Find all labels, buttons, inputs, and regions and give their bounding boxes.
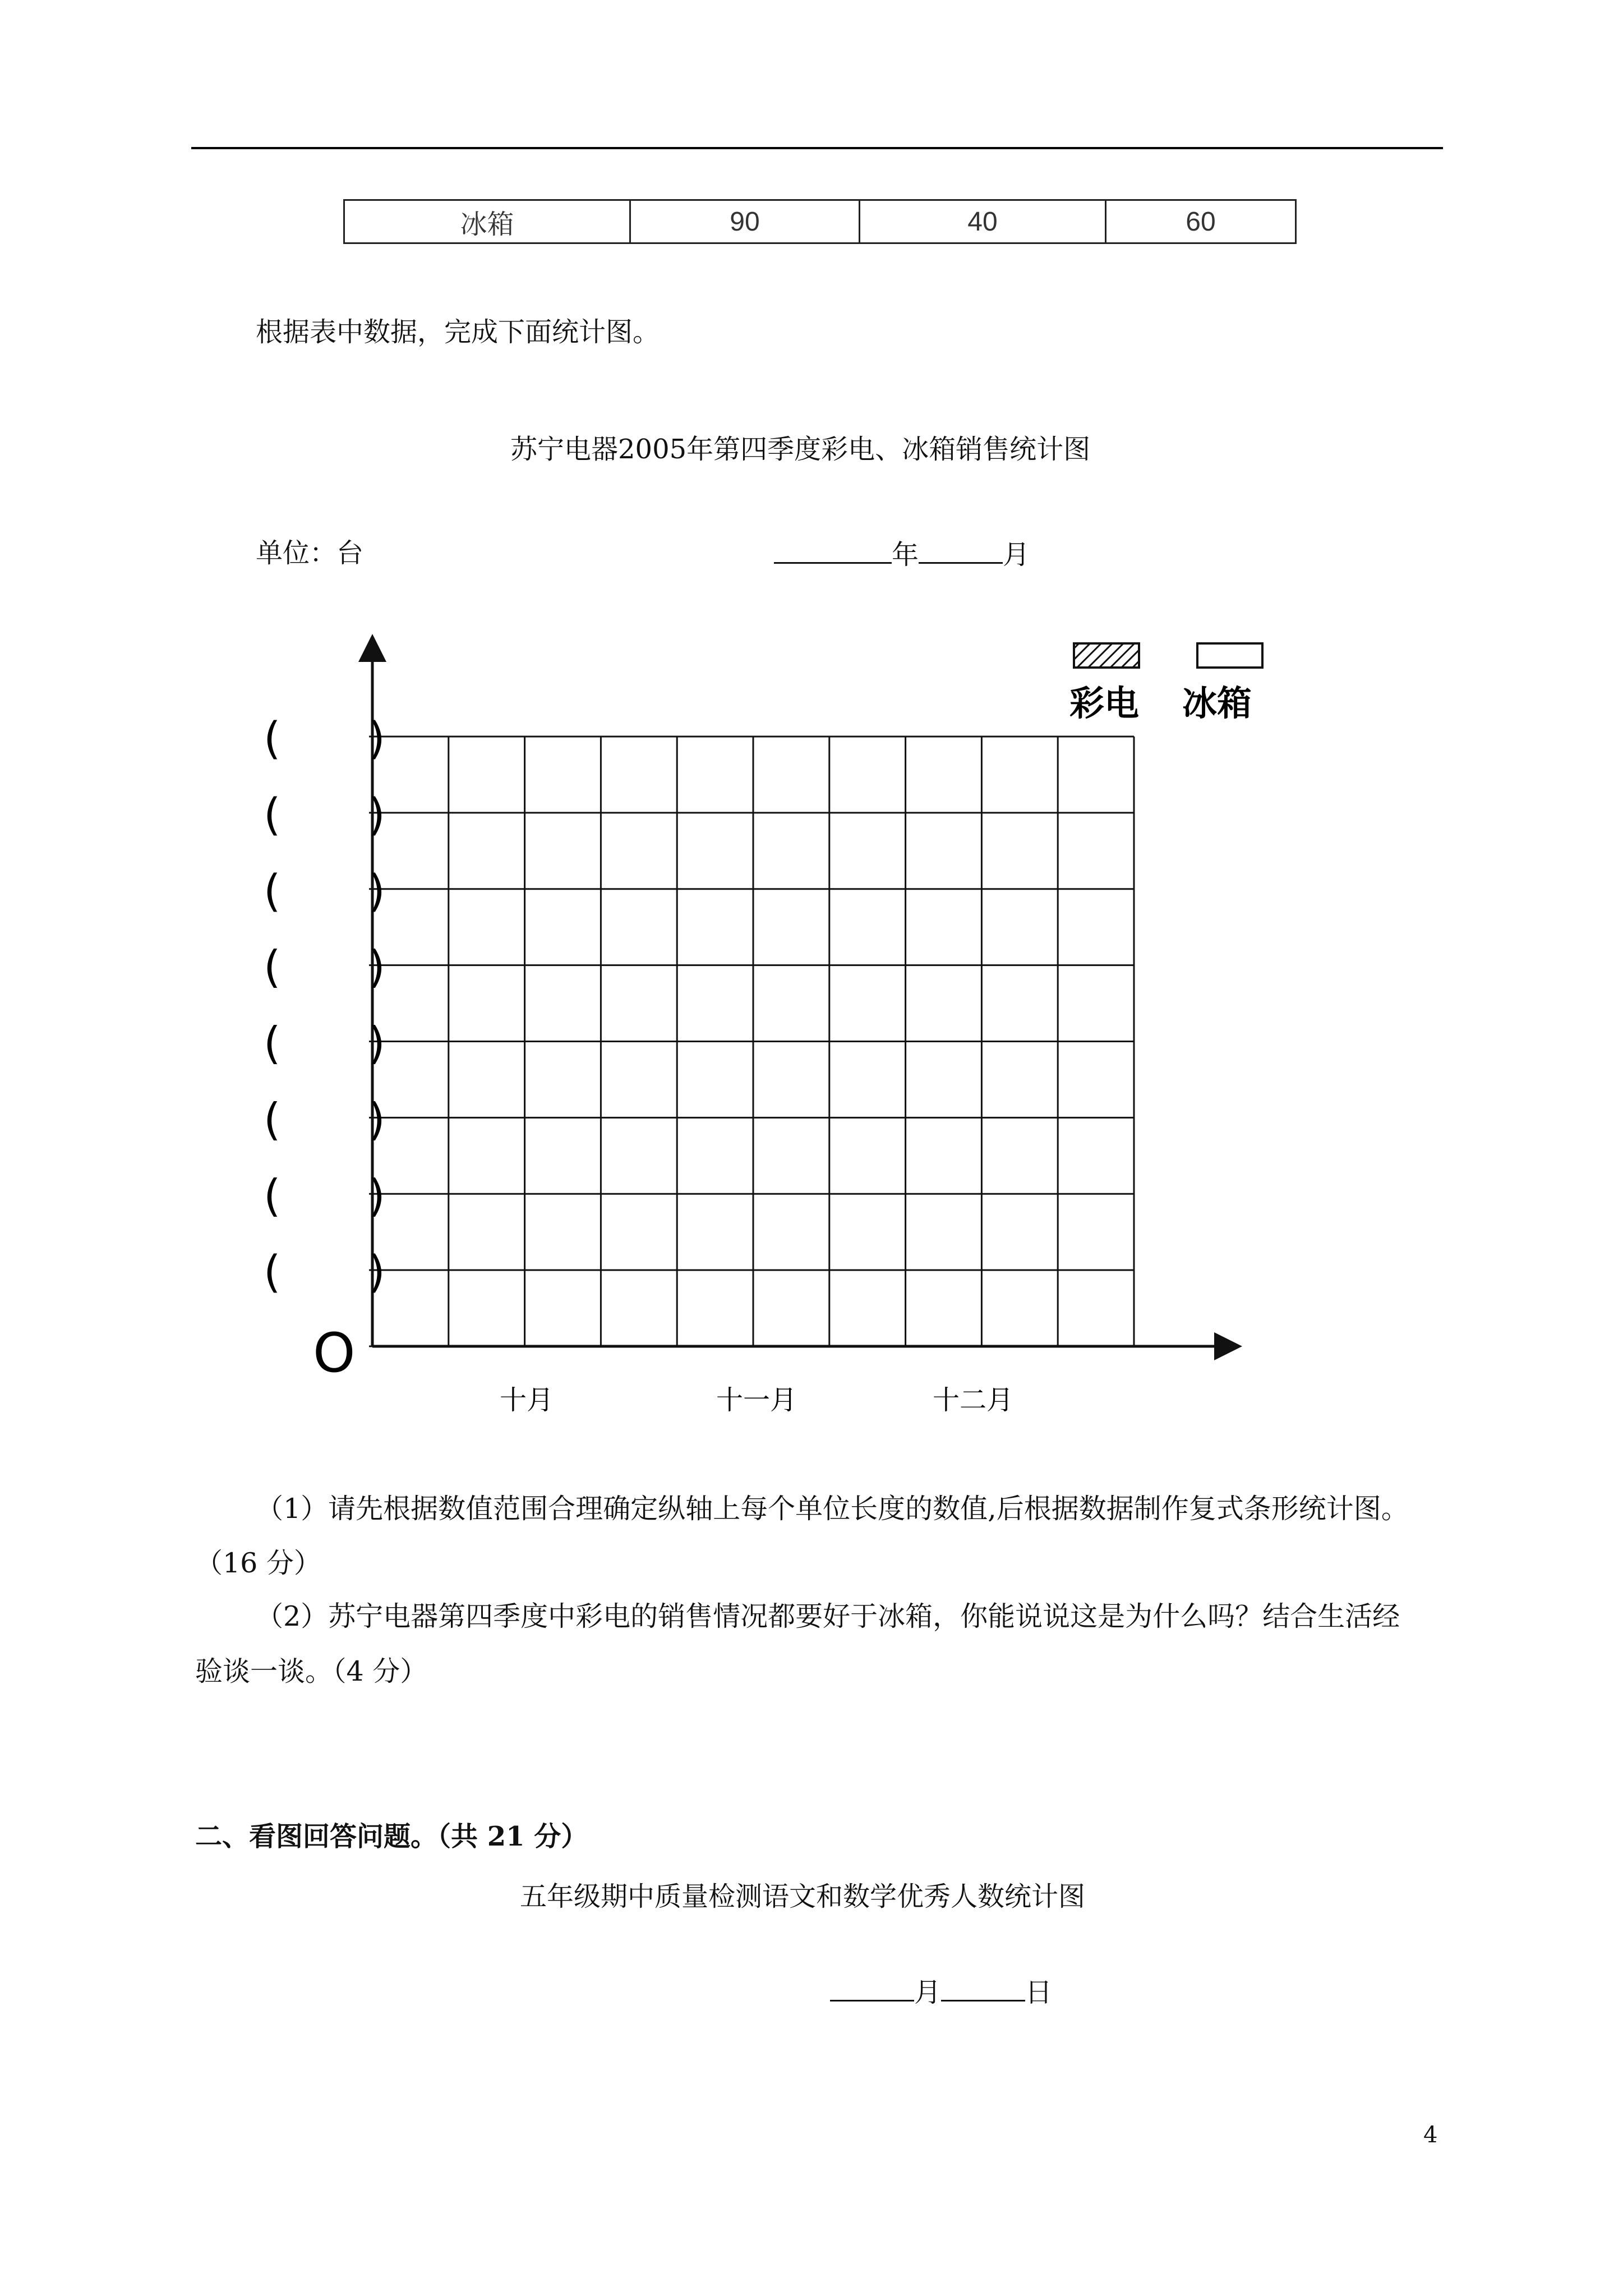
month-label-2: 月 — [914, 1977, 942, 2008]
question-2-line2: 验谈一谈。（4 分） — [195, 1655, 428, 1687]
legend-label-fridge: 冰箱 — [1182, 683, 1252, 724]
question-1-line1: （1）请先根据数值范围合理确定纵轴上每个单位长度的数值,后根据数据制作复式条形统计图。 — [256, 1493, 1409, 1525]
month-blank-2[interactable] — [830, 1977, 914, 2001]
y-axis-slot[interactable]: ( ) — [264, 1247, 385, 1298]
y-axis-slot[interactable]: ( ) — [264, 1018, 385, 1069]
section2-date-line — [830, 1977, 1052, 2006]
legend-label-tv: 彩电 — [1069, 683, 1140, 724]
section2-heading: 二、看图回答问题。（共 21 分） — [195, 1821, 588, 1852]
table-cell: 40 — [860, 200, 1106, 243]
section2-chart-title: 五年级期中质量检测语文和数学优秀人数统计图 — [520, 1881, 1086, 1912]
x-label-dec: 十二月 — [933, 1384, 1014, 1416]
unit-label: 单位：台 — [256, 537, 364, 569]
instruction-text: 根据表中数据，完成下面统计图。 — [256, 316, 660, 348]
table-cell: 冰箱 — [344, 200, 630, 243]
y-axis-slot[interactable]: ( ) — [264, 942, 385, 993]
x-label-nov: 十一月 — [716, 1384, 797, 1416]
chart1-grid — [369, 737, 1134, 1346]
day-blank[interactable] — [941, 1977, 1025, 2001]
y-axis-slot[interactable]: ( ) — [264, 714, 385, 764]
table-cell: 90 — [630, 200, 860, 243]
month-label: 月 — [1003, 539, 1030, 570]
day-label: 日 — [1025, 1977, 1053, 2008]
table-cell: 60 — [1106, 200, 1296, 243]
y-axis-slot[interactable]: ( ) — [264, 789, 385, 840]
y-axis-slot[interactable]: ( ) — [264, 1171, 385, 1222]
year-label: 年 — [892, 539, 919, 570]
y-axis-slot[interactable]: ( ) — [264, 1094, 385, 1145]
y-axis-slots — [264, 714, 385, 1297]
legend-swatch-hatched — [1074, 643, 1139, 668]
page-number: 4 — [1423, 2122, 1438, 2148]
legend-swatch-blank — [1197, 643, 1262, 668]
question-1-line2: （16 分） — [195, 1547, 321, 1579]
chart1-title: 苏宁电器2005年第四季度彩电、冰箱销售统计图 — [510, 434, 1091, 465]
question-2-line1: （2）苏宁电器第四季度中彩电的销售情况都要好于冰箱，你能说说这是为什么吗？结合生活经 — [256, 1600, 1400, 1632]
x-label-oct: 十月 — [500, 1384, 554, 1416]
origin-label: O — [313, 1322, 356, 1384]
y-axis-slot[interactable]: ( ) — [264, 866, 385, 917]
